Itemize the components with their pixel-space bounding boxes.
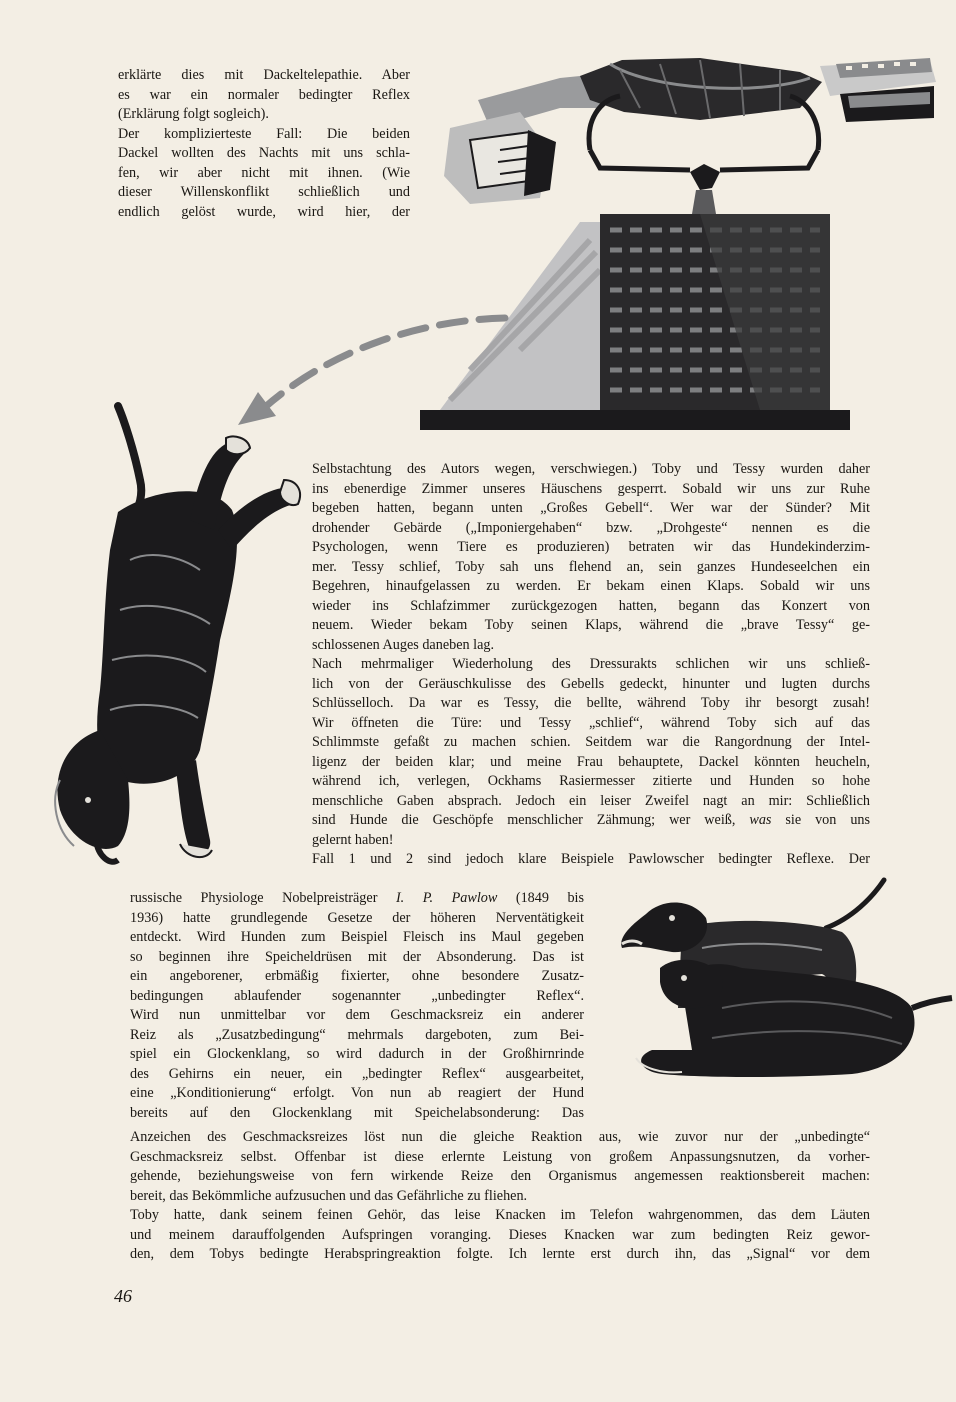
text-line: Schlimmste gefaßt zu machen schien. Seitdem war die Rangordnung der Intel-	[312, 734, 870, 750]
text-line: (Erklärung folgt sogleich).	[118, 106, 269, 122]
jumping-dachshund-illustration	[0, 400, 310, 880]
text-line: 1936) hatte grundlegende Gesetze der höheren Nerventätigkeit	[130, 909, 584, 926]
text-span: russische Physiologe Nobelpreisträger	[130, 890, 378, 906]
text-line: eine „Konditionierung“ erfolgt. Von nun ab reagiert der Hund	[130, 1085, 584, 1101]
text-line: menschliche Gaben absprach. Jedoch ein leiser Zweifel nagt an mir: Schließlich	[312, 792, 870, 809]
text-line: bereit, das Bekömmliche aufzusuchen und das Gefährliche zu fliehen.	[130, 1187, 528, 1204]
italic-word: was	[749, 812, 772, 828]
text-line: gehende, beziehungsweise von fern wirkende Reize den Organismus angemessen reaktionsbereit machen:	[130, 1168, 870, 1184]
text-line: bereits auf den Glockenklang mit Speichelabsonderung: Das	[130, 1104, 584, 1121]
text-line: schlossenen Auges daneben lag.	[312, 636, 495, 653]
text-line: während ich, verlegen, Ockhams Rasiermesser zitierte und Hunden so hohe	[312, 773, 870, 789]
text-line: begeben hatten, begann unten „Großes Gebell“. Wer war der Sünder? Mit	[312, 500, 870, 516]
text-line: erklärte dies mit Dackeltelepathie. Aber	[118, 67, 410, 83]
text-block-top	[118, 66, 410, 222]
telephone-handset	[444, 58, 936, 204]
text-line: Geschmacksreiz selbst. Offenbar ist diese erlernte Leistung von großem Anpassungsnutzen, da vorher-	[130, 1148, 870, 1165]
text-line: Wir öffneten die Türe: und Tessy „schlief“, während Toby sich auf das	[312, 714, 870, 731]
text-line: mer. Tessy schlief, Toby sah uns flehend an, sein ganzes Hundeseelchen ein	[312, 558, 870, 575]
text-line: Der komplizierteste Fall: Die beiden	[118, 125, 410, 142]
text-line: spiel ein Glockenklang, so wird dadurch in der Großhirnrinde	[130, 1046, 584, 1062]
text-line: bedingungen ablaufender sogenannter „unbedingter Reflex“.	[130, 987, 584, 1004]
text-line: Toby hatte, dank seinem feinen Gehör, das leise Knacken im Telefon wahrgenommen, das dem Läuten	[130, 1207, 870, 1223]
text-block-bottom	[130, 1128, 870, 1265]
text-line: Psychologen, wenn Tiere es produzieren) betraten wir das Hundekinderzim-	[312, 539, 870, 555]
text-line: Selbstachtung des Autors wegen, verschwiegen.) Toby und Tessy wurden daher	[312, 461, 870, 477]
italic-name: I. P. Pawlow	[395, 890, 498, 906]
text-block-middle	[312, 460, 870, 870]
text-line: wieder ins Schlafzimmer zurückgezogen hatten, begann das Konzert von	[312, 597, 870, 614]
text-span: (1849 bis	[515, 890, 584, 906]
text-line: den, dem Tobys bedingte Herabspringreaktion folgte. Ich lernte erst durch ihn, das „Signal“ vor dem	[130, 1246, 870, 1262]
text-line: dieser Willenskonflikt schließlich und	[118, 184, 410, 200]
text-block-left	[130, 889, 584, 1123]
text-line: gelernt haben!	[312, 831, 394, 848]
text-line-with-italic	[312, 811, 870, 831]
text-line: ins ebenerdige Zimmer unseres Häuschens gesperrt. Sobald wir uns zur Ruhe	[312, 480, 870, 497]
text-line: und meinem darauffolgenden Aufspringen voranging. Dieses Knacken war zum bedingten Reiz gewor-	[130, 1226, 870, 1243]
page-number: 46	[114, 1286, 132, 1306]
text-line: lich von der Geräuschkulisse des Gebells gedeckt, hinunter und lugten durchs	[312, 675, 870, 692]
text-line: des Gehirns ein neuer, ein „bedingter Reflex“ ausgearbeitet,	[130, 1065, 584, 1082]
text-line: fen, wir aber nicht mit ihnen. (Wie	[118, 164, 410, 181]
text-line: endlich gelöst wurde, wird hier, der	[118, 203, 410, 220]
text-line: Schlüsselloch. Da war es Tessy, die bellte, während Toby ihr besorgt zusah!	[312, 695, 870, 711]
text-line: Anzeichen des Geschmacksreizes löst nun die gleiche Reaktion aus, wie zuvor nur der „unbedingte“	[130, 1129, 870, 1145]
text-line: Begehren, hinaufgelassen zu werden. Er bekam einen Klaps. Sobald wir uns	[312, 578, 870, 594]
two-dachshunds-illustration	[622, 878, 952, 1098]
text-line: ligenz der beiden klar; und meine Frau behauptete, Dackel könnten heucheln,	[312, 753, 870, 770]
text-line: Nach mehrmaliger Wiederholung des Dressurakts schlichen wir uns schließ-	[312, 656, 870, 672]
text-line: Fall 1 und 2 sind jedoch klare Beispiele Pawlowscher bedingter Reflexe. Der	[312, 851, 870, 867]
text-line: Dackel wollten des Nachts mit uns schla-	[118, 145, 410, 161]
text-span: sie von uns	[785, 812, 870, 828]
text-line: neuem. Wieder bekam Toby seinen Klaps, während die „brave Tessy“ ge-	[312, 617, 870, 633]
text-line-with-italic	[130, 889, 584, 909]
text-line: Reiz als „Zusatzbedingung“ mehrmals dargeboten, zum Bei-	[130, 1026, 584, 1043]
text-line: drohender Gebärde („Imponiergehaben“ bzw. „Drohgeste“ nennen es die	[312, 519, 870, 536]
text-line: ein angeborener, erbmäßig fixierter, ohne besondere Zusatz-	[130, 968, 584, 984]
text-line: entdeckt. Wird Hunden zum Beispiel Fleisch ins Maul gegeben	[130, 929, 584, 945]
text-line: Wird nun unmittelbar vor dem Geschmacksreiz ein anderer	[130, 1007, 584, 1023]
text-line: so beginnen ihre Speicheldrüsen mit der Absonderung. Das ist	[130, 948, 584, 965]
text-line: es war ein normaler bedingter Reflex	[118, 86, 410, 103]
text-span: sind Hunde die Geschöpfe menschlicher Zähmung; wer weiß,	[312, 812, 736, 828]
